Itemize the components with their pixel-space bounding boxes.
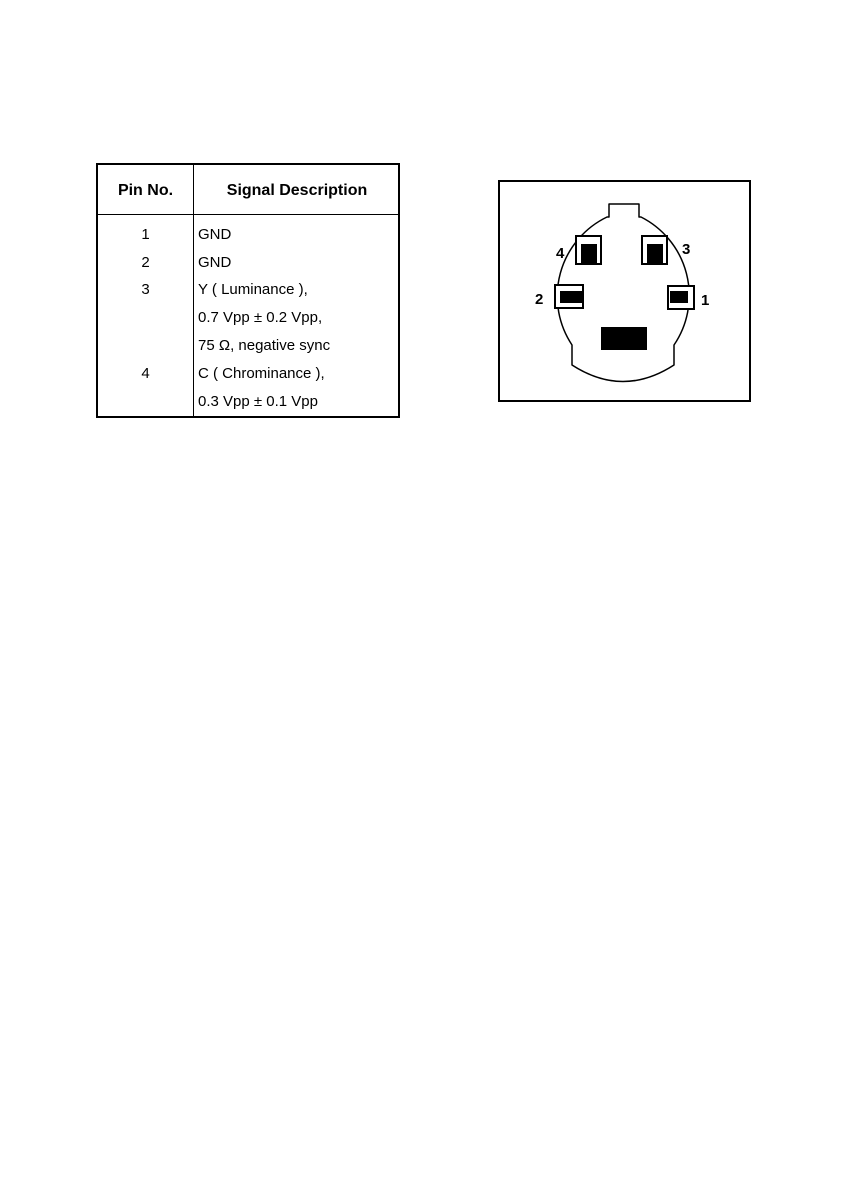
pin-label-4: 4	[556, 245, 565, 262]
pin-3-contact	[642, 236, 667, 264]
pin-4-contact	[576, 236, 601, 264]
table-row-2-desc: GND	[198, 254, 232, 271]
header-pin-no: Pin No.	[117, 182, 174, 199]
table-row-1-desc: GND	[198, 226, 232, 243]
table-row-1-pin: 1	[141, 226, 150, 243]
pin-signal-table	[96, 163, 400, 418]
table-row-2-pin: 2	[141, 254, 150, 271]
table-row-3-desc-line-2: 0.7 Vpp ± 0.2 Vpp,	[198, 309, 323, 326]
center-key-block	[601, 327, 647, 350]
table-row-3-desc-line-1: Y ( Luminance ),	[198, 281, 308, 298]
column-divider	[193, 165, 194, 416]
pin-label-1: 1	[701, 292, 710, 309]
pin-label-3: 3	[682, 241, 691, 258]
header-rule	[98, 214, 398, 215]
table-row-4-desc-line-2: 0.3 Vpp ± 0.1 Vpp	[198, 393, 318, 410]
table-row-3-pin: 3	[141, 281, 150, 298]
pin-label-2: 2	[535, 291, 544, 308]
s-video-connector-diagram	[498, 180, 751, 402]
pin-2-contact	[555, 285, 583, 308]
header-signal-description: Signal Description	[226, 182, 368, 199]
table-row-4-pin: 4	[141, 365, 150, 382]
table-row-4-desc-line-1: C ( Chrominance ),	[198, 365, 325, 382]
table-row-3-desc-line-3: 75 Ω, negative sync	[198, 337, 331, 354]
pin-1-contact	[668, 286, 694, 309]
